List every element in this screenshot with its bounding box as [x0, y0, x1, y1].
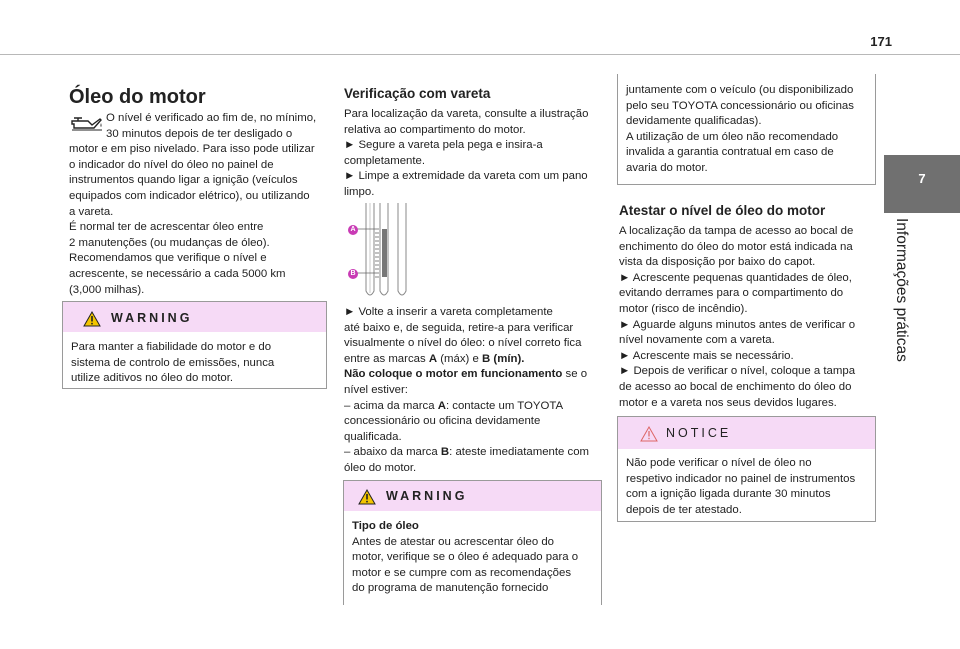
section-title-dipstick: Verificação com vareta	[344, 86, 491, 101]
mark-a: A	[348, 225, 358, 235]
chapter-title: Informações práticas	[893, 218, 910, 362]
warning-label: WARNING	[111, 311, 193, 325]
oil-intro-text: O nível é verificado ao fim de, no mínimo, 30 minutos depois de ter desligado o motor e em piso nivelado. Para isso pode utilizar o indicador do nível do óleo no painel de instrumentos quando ligar a ignição (veículos equipados com indicador elétrico), ou utilizando a vareta. É normal ter de acrescentar óleo entre 2 manutenções (ou mudanças de óleo). Recomendamos que verifique o nível e acrescente, se necessário a cada 5000 km (3,000 milhas).	[69, 112, 317, 296]
header-rule	[0, 54, 960, 55]
dipstick-check-text: ► Volte a inserir a vareta completamente até baixo e, de seguida, retire-a para verificar visualmente o nível do óleo: o nível correto fica entre as marcas A (máx) e B (mín). Não coloque o motor em funcionamento se o nível estiver: – acima da marca A: contacte um TOYOTA concessionário ou oficina devidamente qualificada. – abaixo da marca B: ateste imediatamente com óleo do motor.	[344, 306, 590, 474]
notice-header	[618, 417, 875, 449]
topup-text: A localização da tampa de acesso ao bocal de enchimento do óleo do motor está indicada na vista da disposição por baixo do capot. ► Acrescente pequenas quantidades de óleo, evitando derrames para o compartimento do motor (risco de incêndio). ► Aguarde alguns minutos antes de verificar o nível novamente com a vareta. ► Acrescente mais se necessário. ► Depois de verificar o nível, coloque a tampa de acesso ao bocal de enchimento do óleo do motor e a vareta nos seus devidos lugares.	[619, 225, 856, 409]
section-title-oil: Óleo do motor	[69, 86, 206, 108]
warning-text: Para manter a fiabilidade do motor e do sistema de controlo de emissões, nunca utilize aditivos no óleo do motor.	[71, 341, 275, 385]
warning-box-oil-type	[343, 480, 602, 605]
page-number: 171	[870, 34, 892, 49]
warning-text: Tipo de óleo Antes de atestar ou acrescentar óleo do motor, verifique se o óleo é adequado para o motor e se cumpre com as recomendações do programa de manutenção fornecido	[352, 520, 579, 595]
warning-header	[344, 481, 601, 511]
notice-label: NOTICE	[666, 426, 732, 440]
warning-box-continued	[617, 74, 876, 185]
warning-icon	[358, 489, 376, 505]
section-title-topup: Atestar o nível de óleo do motor	[619, 203, 826, 218]
notice-text: Não pode verificar o nível de óleo no respetivo indicador no painel de instrumentos com a ignição ligada durante 30 minutos depois de ter atestado.	[626, 457, 856, 516]
notice-icon	[640, 426, 658, 442]
mark-b: B	[348, 269, 358, 279]
chapter-number: 7	[918, 171, 926, 186]
warning-icon	[83, 311, 101, 327]
dipstick-illustration	[346, 203, 408, 301]
warning-box-additives	[62, 301, 327, 389]
notice-box	[617, 416, 876, 522]
warning-label: WARNING	[386, 489, 468, 503]
warning-text-continued: juntamente com o veículo (ou disponibilizado pelo seu TOYOTA concessionário ou oficinas devidamente qualificadas). A utilização de um óleo não recomendado invalida a garantia contratual em caso de avaria do motor.	[626, 84, 854, 174]
dipstick-intro-text: Para localização da vareta, consulte a ilustração relativa ao compartimento do motor. ► Segure a vareta pela pega e insira-a completamente. ► Limpe a extremidade da vareta com um pano limpo.	[344, 108, 589, 198]
warning-header	[63, 302, 326, 332]
